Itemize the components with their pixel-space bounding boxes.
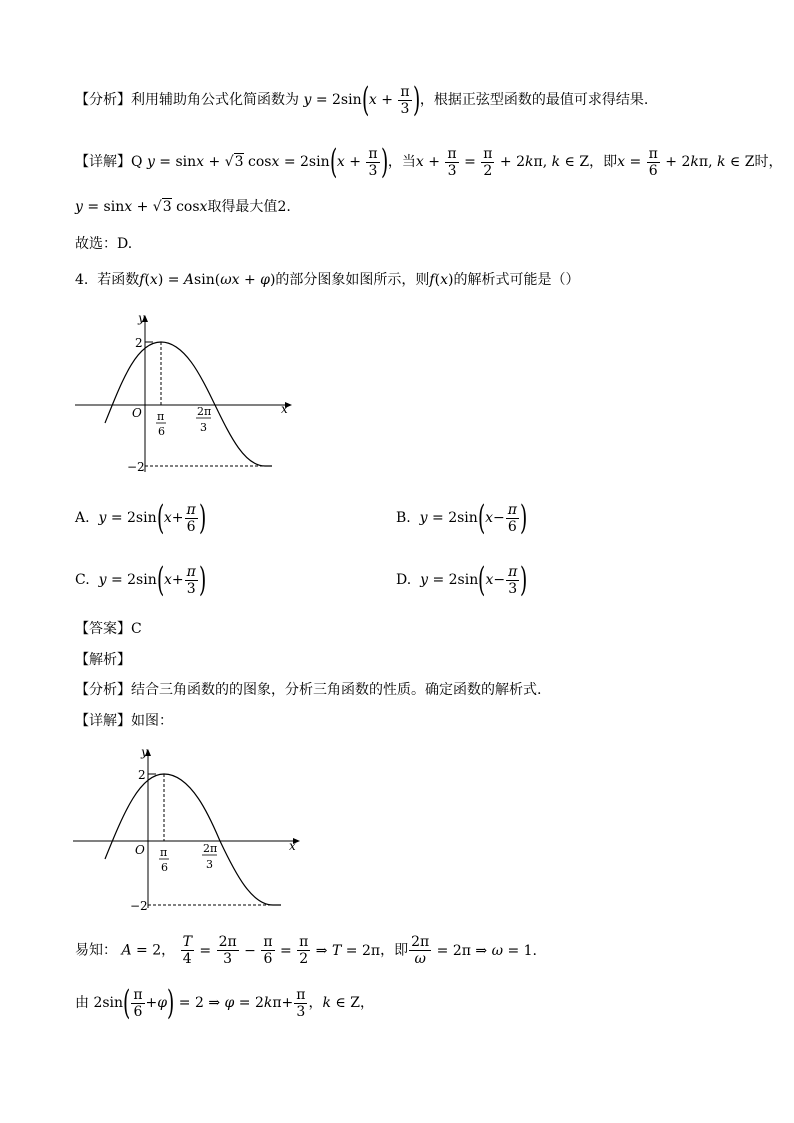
tick1-num: π: [157, 410, 165, 423]
svg-text:y: y: [141, 745, 148, 759]
formula-identity: y = sinx + √3 cosx = 2sin(x + $\frac{\pi}{3}$ ): [146, 142, 388, 182]
detail-line-1: [75, 144, 782, 180]
question-text-after: 的解析式可能是（）: [453, 272, 580, 288]
analysis-text-after: ，根据正弦型函数的最值可求得结果.: [419, 92, 649, 108]
formula-y-sum: y = sinx + √3 cosx: [75, 199, 208, 215]
tick2-num: 2π: [197, 405, 212, 418]
origin-label: O: [132, 406, 142, 420]
formula-condition: x + $\frac{\pi}{3}$ = $\frac{\pi}{2}$ + 2kπ, k ∈ Z: [415, 145, 590, 179]
sine-graph-2: [68, 744, 308, 914]
option-a[interactable]: A. y = 2sin(x+ $\frac{\pi}{6}$ ): [75, 498, 206, 538]
period: .: [286, 199, 291, 215]
explanation-tag: 【解析】: [75, 652, 131, 668]
sine-graph-1: [65, 310, 305, 480]
tick1-den: 6: [158, 425, 165, 438]
detail-line-3: [75, 711, 173, 731]
x-label: x: [281, 402, 288, 416]
max-value: 2: [277, 199, 287, 215]
because-symbol: Q: [131, 154, 143, 170]
tick2-den: 3: [200, 421, 207, 434]
time-text: 时，: [754, 154, 783, 170]
when-text: ，当: [387, 154, 416, 170]
sine-curve: [105, 774, 281, 905]
svg-text:6: 6: [161, 861, 168, 874]
y-min-label: −2: [127, 460, 145, 474]
detail-tag: 【详解】: [75, 154, 131, 170]
formula-f: f(x): [429, 272, 454, 288]
detail-text-2: 如图：: [131, 713, 173, 729]
formula-omega: $\frac{2\pi}{\omega}$ = 2π ⇒ ω = 1.: [411, 934, 537, 967]
formula-A: A = 2: [121, 942, 162, 959]
analysis-text-2: 结合三角函数的的图象，分析三角函数的性质。确定函数的解析式.: [131, 682, 542, 698]
sine-curve: [105, 342, 272, 466]
formula-f-def: f(x) = Asin(ωx + φ): [139, 272, 276, 288]
question-number: 4.: [75, 272, 89, 288]
from-line: [75, 985, 374, 1021]
detail-line-2: [75, 197, 291, 217]
svg-text:3: 3: [206, 858, 213, 871]
svg-text:O: O: [135, 843, 145, 857]
formula-phi: 2sin( $\frac{\pi}{6}$ +φ) = 2 ⇒ φ = 2kπ+ $\frac{\pi}{3}$ ，k ∈ Z，: [93, 983, 374, 1023]
formula-x-value: x = $\frac{\pi}{6}$ + 2kπ, k ∈ Z: [617, 145, 755, 179]
option-d[interactable]: D. y = 2sin(x− $\frac{\pi}{3}$ ): [396, 560, 528, 600]
ie-text: ，即: [589, 154, 618, 170]
analysis-tag: 【分析】: [75, 92, 131, 108]
formula-T: $\frac{T}{4}$ = $\frac{2\pi}{3}$ − $\frac{\pi}{6}$ = $\frac{\pi}{2}$ ⇒ T = 2π: [182, 934, 381, 967]
detail-tag-2: 【详解】: [75, 713, 131, 729]
svg-text:π: π: [160, 846, 168, 859]
question-line: [75, 270, 579, 290]
choice-line: 故选：D.: [75, 236, 133, 252]
ie-text-2: ，即: [380, 942, 409, 959]
formula-y-2sin: y = 2sin(x + $\frac{\pi}{3}$ ): [303, 80, 420, 120]
from-label: 由: [75, 995, 89, 1011]
svg-text:−2: −2: [130, 899, 148, 913]
result-text: 取得最大值: [207, 199, 278, 215]
analysis-tag-2: 【分析】: [75, 682, 131, 698]
svg-text:x: x: [289, 839, 296, 853]
analysis-text-before: 利用辅助角公式化简函数为: [131, 92, 299, 108]
answer-line: [75, 619, 142, 639]
easy-know-label: 易知：: [75, 942, 117, 959]
answer-value: C: [131, 621, 142, 637]
question-text-mid: 的部分图象如图所示，则: [275, 272, 430, 288]
svg-text:2π: 2π: [203, 842, 218, 855]
option-b[interactable]: B. y = 2sin(x− $\frac{\pi}{6}$ ): [396, 498, 528, 538]
analysis-line-2: [75, 680, 541, 700]
question-text-before: 若函数: [97, 272, 140, 288]
option-c[interactable]: C. y = 2sin(x+ $\frac{\pi}{3}$ ): [75, 560, 207, 600]
svg-text:2: 2: [138, 768, 146, 782]
easy-know-line: 易知： A = 2， $\frac{T}{4}$ = $\frac{2\pi}{3}$ − $\frac{\pi}{6}$ = $\frac{\pi}{2}$ ⇒ T = 2π，即 $\frac{2\pi}{\omega}$ = 2π ⇒ ω = 1.: [75, 934, 537, 967]
analysis-line-1: [75, 82, 648, 118]
y-label: y: [138, 311, 145, 325]
answer-tag: 【答案】: [75, 621, 131, 637]
y-max-label: 2: [135, 336, 143, 350]
